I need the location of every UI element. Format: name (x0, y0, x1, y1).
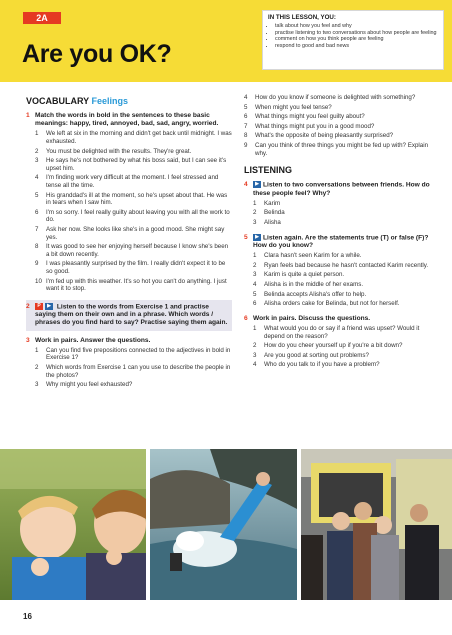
list-item: 3 Why might you feel exhausted? (35, 381, 133, 389)
list-item: 8 What's the opposite of being pleasantly surprised? (244, 132, 394, 140)
exercise-6 (244, 315, 434, 374)
list-item: 1 Clara hasn't seen Karim for a while. (253, 252, 362, 260)
list-item: 5 His granddad's ill at the moment, so he's upset about that. He was in tears when I saw him. (35, 191, 228, 207)
exercise-2 (26, 300, 232, 331)
list-item: 3 He says he's not bothered by what his boss said, but I can see it's upset him. (35, 157, 227, 172)
list-item: 7 What things might put you in a good mood? (244, 122, 375, 130)
list-item: 1 Can you find five prepositions connected to the adjectives in bold in Exercise 1? (35, 346, 231, 362)
list-item: 10 I'm fed up with this weather. It's so hot you can't do anything. I just want it to stop. (35, 277, 227, 293)
listening-heading: LISTENING (244, 165, 293, 176)
left-column (26, 96, 232, 396)
audio-play-icon[interactable]: ▶ (45, 303, 53, 310)
exercise-6-list (253, 325, 434, 369)
list-item: 2 Which words from Exercise 1 can you use to describe the people in the photos? (35, 363, 231, 379)
vocabulary-heading (26, 96, 232, 106)
list-item: 1 What would you do or say if a friend was upset? Would it depend on the reason? (253, 325, 420, 340)
list-item: 8 It was good to see her enjoying herself because I know she's been a bit down recently. (35, 243, 229, 258)
vocabulary-subtitle: Feelings (91, 96, 129, 106)
lesson-objectives-title: IN THIS LESSON, YOU: (268, 14, 336, 21)
lesson-objectives-box (262, 10, 444, 70)
exercise-instruction: Listen again. Are the statements true (T) or false (F)? How do you know? (253, 233, 429, 250)
page-number: 16 (23, 612, 32, 621)
exercise-number: 4 (244, 181, 248, 189)
vocabulary-title: VOCABULARY (26, 96, 90, 106)
exercise-number: 5 (244, 233, 248, 241)
exercise-3-list (35, 347, 232, 389)
page-title: Are you OK? (22, 40, 172, 68)
list-item: 4 I'm finding work very difficult at the moment. I feel stressed and tense all the time. (35, 174, 219, 189)
list-item: 4 Who do you talk to if you have a problem? (253, 361, 380, 369)
list-item: 9 I was pleasantly surprised by the film. I really didn't expect it to be so good. (35, 260, 226, 275)
list-item: 3 Alisha (253, 219, 281, 226)
list-item: 2 You must be delighted with the results. They're great. (35, 147, 192, 155)
list-item: 1 We left at six in the morning and didn't get back until midnight. I was exhausted. (35, 130, 232, 145)
lesson-objective: • comment on how you think people are feeling (275, 36, 438, 43)
lesson-tag: 2A (23, 12, 61, 24)
photo-splashing-jump (150, 449, 297, 600)
list-item: 2 Ryan feels bad because he hasn't contacted Karim recently. (253, 261, 429, 269)
exercise-instruction: Work in pairs. Discuss the questions. (253, 314, 371, 322)
list-item: 3 Karim is quite a quiet person. (253, 271, 345, 279)
exercise-1-list (35, 130, 232, 292)
list-item: 7 Ask her now. She looks like she's in a good mood. She might say yes. (35, 225, 225, 241)
exercise-instruction: Listen to two conversations between friends. How do these people feel? Why? (253, 181, 430, 197)
list-item: 2 Belinda (253, 209, 285, 217)
exercise-5-list (253, 252, 434, 308)
list-item: 2 How do you cheer yourself up if you're a bit down? (253, 342, 403, 350)
photo-crowded-train (301, 449, 452, 600)
lesson-objective: • talk about how you feel and why (275, 23, 438, 30)
list-item: 9 Can you think of three things you might be fed up with? Explain why. (244, 141, 429, 157)
list-item: 5 Belinda accepts Alisha's offer to help. (253, 290, 367, 298)
photo-upset-boys (0, 449, 146, 600)
list-item: 3 Are you good at sorting out problems? (253, 351, 369, 359)
exercise-instruction: Match the words in bold in the sentences to these basic meanings: happy, tired, annoyed, bad, sad, angry, worried. (35, 112, 219, 128)
exercise-1 (26, 112, 232, 298)
exercise-instruction: Listen to the words from Exercise 1 and practise saying them on their own and in a phrase. Which words / phrases do you find hard to say? Practise saying them again. (35, 302, 228, 327)
exercise-3 (26, 337, 232, 394)
exercise-4-list (253, 200, 434, 227)
exercise-number: 6 (244, 314, 248, 322)
lesson-objective: • respond to good and bad news (275, 43, 438, 50)
exercise-number: 2 (26, 302, 30, 310)
list-item: 4 Alisha is in the middle of her exams. (253, 281, 364, 289)
lesson-objective: • practise listening to two conversations about how people are feeling (275, 30, 438, 37)
list-item: 5 When might you feel tense? (244, 103, 332, 111)
audio-play-icon[interactable]: ▶ (253, 234, 261, 241)
list-item: 4 How do you know if someone is delighted with something? (244, 94, 416, 101)
exercise-number: 3 (26, 336, 30, 344)
list-item: 6 What things might you feel guilty about? (244, 113, 365, 121)
lesson-objectives-list (268, 23, 438, 49)
list-item: 1 Karim (253, 199, 281, 207)
audio-play-icon[interactable]: ▶ (253, 181, 261, 188)
pronunciation-icon: P (35, 303, 43, 310)
exercise-number: 1 (26, 112, 30, 119)
exercise-4 (244, 181, 434, 231)
exercise-instruction: Work in pairs. Answer the questions. (35, 336, 151, 344)
exercise-5 (244, 234, 434, 313)
list-item: 6 Alisha orders cake for Belinda, but not for herself. (253, 300, 400, 308)
list-item: 6 I'm so sorry. I feel really guilty about leaving you with all the work to do. (35, 208, 230, 224)
right-column (244, 96, 434, 376)
exercise-3-list-continued (244, 94, 434, 157)
